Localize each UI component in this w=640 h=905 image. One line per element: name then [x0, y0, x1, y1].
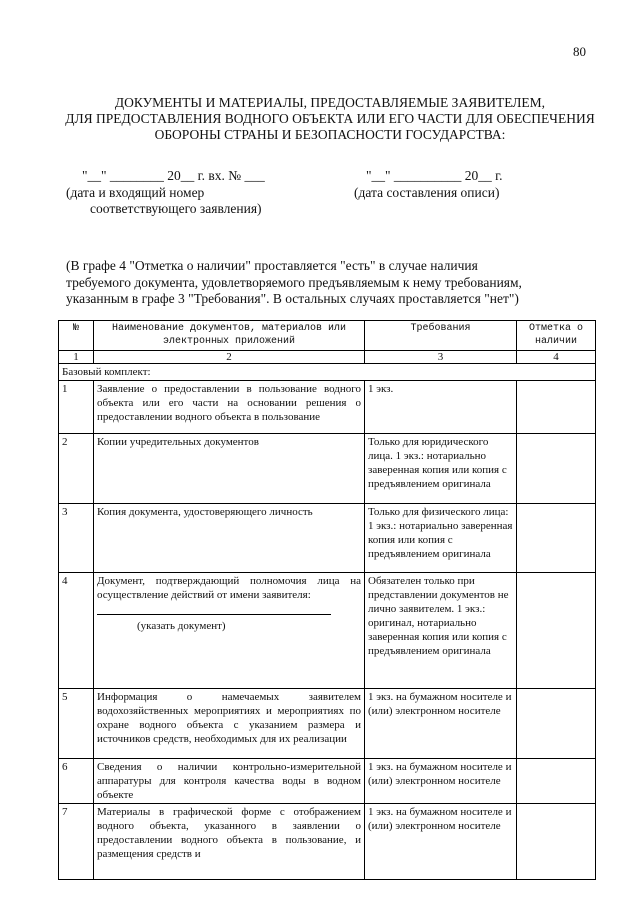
row-number: 5 — [59, 689, 94, 759]
presence-mark — [517, 759, 596, 804]
header-no: № — [59, 321, 94, 351]
note-line: (В графе 4 "Отметка о наличии" проставляется "есть" в случае наличия — [66, 258, 478, 273]
inventory-date-caption: (дата составления описи) — [354, 185, 500, 200]
fill-in-caption: (указать документ) — [137, 620, 226, 632]
table-row — [59, 504, 596, 573]
presence-mark — [517, 434, 596, 504]
table-row — [59, 434, 596, 504]
page-number: 80 — [573, 44, 586, 59]
document-name: Копии учредительных документов — [94, 434, 365, 504]
document-name: Сведения о наличии контрольно-измерительной аппаратуры для контроля качества воды в водном объекте — [94, 759, 365, 804]
presence-mark — [517, 504, 596, 573]
incoming-date-number-field: "__" ________ 20__ г. вх. № ___ — [82, 168, 265, 183]
header-name: Наименование документов, материалов или электронных приложений — [94, 321, 365, 351]
requirements: Только для юридического лица. 1 экз.: нотариально заверенная копия или копия с предъявлением оригинала — [365, 434, 517, 504]
row-number: 6 — [59, 759, 94, 804]
col-number: 4 — [517, 351, 596, 364]
requirements: 1 экз. на бумажном носителе и (или) электронном носителе — [365, 689, 517, 759]
requirements: 1 экз. на бумажном носителе и (или) электронном носителе — [365, 759, 517, 804]
incoming-caption: (дата и входящий номер — [66, 185, 205, 200]
presence-mark — [517, 804, 596, 880]
table-row — [59, 573, 596, 689]
table-row — [59, 759, 596, 804]
document-name: Документ, подтверждающий полномочия лица на осуществление действий от имени заявителя: — [97, 575, 361, 601]
table-row — [59, 689, 596, 759]
presence-mark — [517, 573, 596, 689]
title-line: ДЛЯ ПРЕДОСТАВЛЕНИЯ ВОДНОГО ОБЪЕКТА ИЛИ ЕГО ЧАСТИ ДЛЯ ОБЕСПЕЧЕНИЯ — [65, 111, 595, 126]
row-number: 7 — [59, 804, 94, 880]
requirements: Только для физического лица: 1 экз.: нотариально заверенная копия или копия с предъявлением оригинала — [365, 504, 517, 573]
presence-mark — [517, 381, 596, 434]
note-line: требуемого документа, удовлетворяемого предъявляемым к нему требованиям, — [66, 274, 522, 290]
col-number: 3 — [365, 351, 517, 364]
incoming-caption-cont: соответствующего заявления) — [90, 201, 262, 216]
presence-mark — [517, 689, 596, 759]
title-line: ДОКУМЕНТЫ И МАТЕРИАЛЫ, ПРЕДОСТАВЛЯЕМЫЕ ЗАЯВИТЕЛЕМ, — [114, 95, 546, 110]
fill-in-line — [97, 604, 331, 615]
document-name: Информация о намечаемых заявителем водохозяйственных мероприятиях и мероприятиях по охране водного объекта с указанием размера и источников средств, необходимых для их реализации — [94, 689, 365, 759]
document-title — [60, 95, 600, 143]
row-number: 3 — [59, 504, 94, 573]
table-header-row — [59, 321, 596, 351]
col-number: 1 — [59, 351, 94, 364]
requirements: 1 экз. на бумажном носителе и (или) электронном носителе — [365, 804, 517, 880]
documents-table — [58, 320, 596, 880]
col-number: 2 — [94, 351, 365, 364]
section-row — [59, 364, 596, 381]
row-number: 1 — [59, 381, 94, 434]
row-number: 4 — [59, 573, 94, 689]
inventory-date-field: "__" __________ 20__ г. — [366, 168, 503, 183]
table-row — [59, 381, 596, 434]
row-number: 2 — [59, 434, 94, 504]
requirements: 1 экз. — [365, 381, 517, 434]
title-line: ОБОРОНЫ СТРАНЫ И БЕЗОПАСНОСТИ ГОСУДАРСТВА: — [154, 127, 506, 142]
column-numbers-row — [59, 351, 596, 364]
document-name: Материалы в графической форме с отображением водного объекта, указанного в заявлении о предоставлении водного объекта в пользование, и размещения средств и — [94, 804, 365, 880]
instruction-note — [66, 258, 522, 308]
header-requirements: Требования — [365, 321, 517, 351]
section-label: Базовый комплект: — [59, 364, 596, 381]
document-name: Копия документа, удостоверяющего личность — [94, 504, 365, 573]
document-name: Заявление о предоставлении в пользование водного объекта или его части на основании решения о предоставлении водного объекта в пользование — [94, 381, 365, 434]
requirements: Обязателен только при представлении документов не лично заявителем. 1 экз.: оригинал, нотариально заверенная копия или копия с предъявлением оригинала — [365, 573, 517, 689]
header-mark: Отметка о наличии — [517, 321, 596, 351]
document-name-cell — [94, 573, 365, 689]
table-row — [59, 804, 596, 880]
note-line: указанным в графе 3 "Требования". В остальных случаях проставляется "нет") — [66, 291, 519, 306]
